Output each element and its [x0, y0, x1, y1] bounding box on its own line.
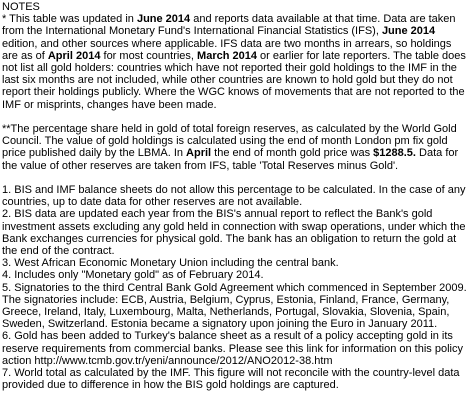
intro-text-3: edition, and other sources where applicable. IFS data are two months in arrears, so holdings are as of [2, 37, 452, 62]
percentage-text-1: **The percentage share held in gold of total foreign reserves, as calculated by the World Gold Council. The value of gold holdings is calculated using the end of month London pm fix gold price published daily by the LBMA. In [2, 123, 457, 160]
footnote-7: 7. World total as calculated by the IMF. This figure will not reconcile with the country-level data provided due to difference in how the BIS gold holdings are captured. [2, 367, 460, 392]
footnote-5: 5. Signatories to the third Central Bank Gold Agreement which commenced in September 2009. The signatories include: ECB, Austria, Belgium, Cyprus, Estonia, Finland, France, Germany, Greece, Ireland, Italy, Luxembourg, Malta, Netherlands, Portugal, Slovakia, Slovenia, Spain, Sweden, Switzerland. Estonia became a signatory upon joining the Euro in January 2011. [2, 281, 467, 331]
percentage-bold-gold-price: $1288.5. [373, 147, 416, 160]
footnote-3: 3. West African Economic Monetary Union including the central bank. [2, 257, 339, 270]
notes-heading: NOTES [2, 1, 40, 13]
intro-bold-ifs-edition: June 2014 [381, 25, 436, 38]
intro-bold-late-reporters-date: March 2014 [197, 49, 257, 62]
percentage-bold-month: April [186, 147, 212, 160]
notes-intro-paragraph [2, 13, 470, 111]
notes-percentage-paragraph [2, 123, 470, 172]
intro-text-2: and reports data available at that time. Data are taken from the International Monetary Fund's International Financial Statistics (IFS), [2, 13, 456, 38]
paragraph-spacer [2, 172, 470, 184]
footnote-4: 4. Includes only "Monetary gold" as of February 2014. [2, 269, 264, 282]
percentage-text-2: the end of month gold price was [211, 147, 374, 160]
intro-text-1: * This table was updated in [2, 13, 137, 26]
footnote-2: 2. BIS data are updated each year from the BIS's annual report to reflect the Bank's gold investment assets excluding any gold held in connection with swap operations, under which the Bank exchanges currencies for physical gold. The bank has an obligation to return the gold at the end of the contract. [2, 208, 466, 258]
intro-bold-holdings-date: April 2014 [47, 49, 101, 62]
footnote-6: 6. Gold has been added to Turkey's balance sheet as a result of a policy accepting gold in its reserve requirements from commercial banks. Please see this link for information on this policy action http://www.tcmb.gov.tr/yeni/announce/2012/ANO2012-38.htm [2, 330, 463, 367]
intro-bold-update-date: June 2014 [136, 13, 191, 26]
footnote-1: 1. BIS and IMF balance sheets do not allow this percentage to be calculated. In the case of any countries, up to date data for other reserves are not available. [2, 184, 466, 209]
intro-text-5: or earlier for late reporters. The table does not list all gold holders: countries which have not reported their gold holdings to the IMF in the last six months are not included, while other countries are known to hold gold but they do not report their holdings publicly. Where the WGC knows of movements that are not reported to the IMF or misprints, changes have been made. [2, 49, 466, 111]
paragraph-spacer [2, 111, 470, 123]
intro-text-4: for most countries, [100, 49, 198, 62]
percentage-text-3: Data for the value of other reserves are taken from IFS, table 'Total Reserves minus Gold'. [2, 147, 459, 172]
